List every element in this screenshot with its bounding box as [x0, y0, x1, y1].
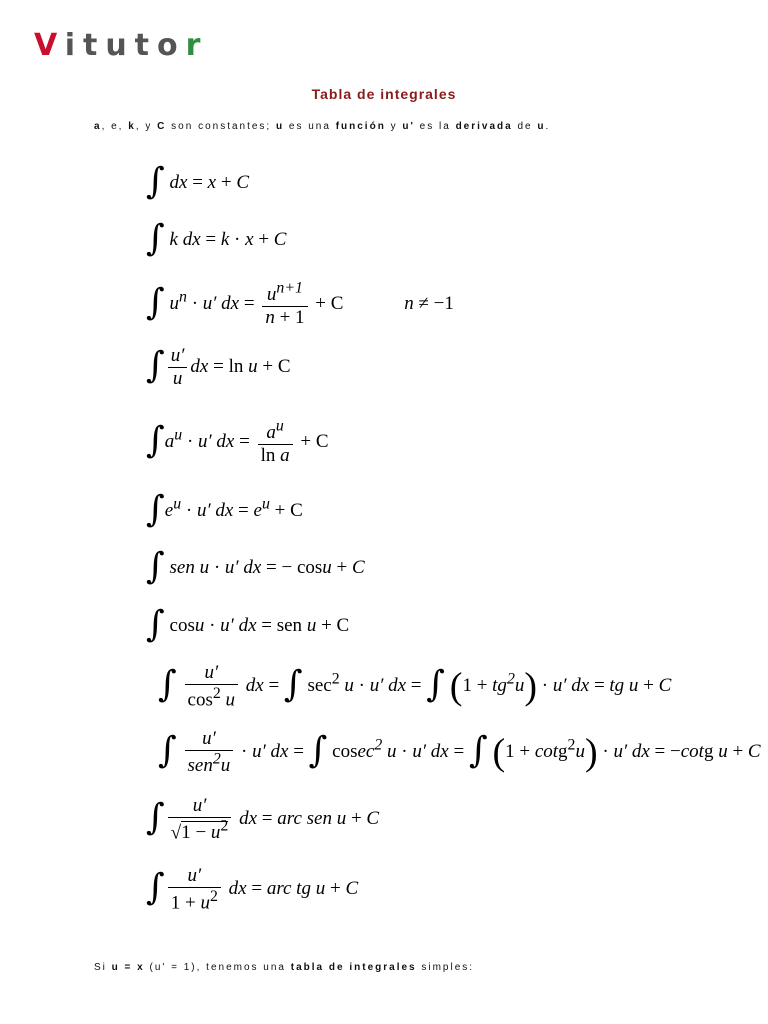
logo-text: Vitutor — [34, 28, 209, 63]
intro-part: función — [335, 121, 386, 132]
formula-cosec2: ∫ $\frac{u'}{sen^2u}$ · u′ dx = ∫ cosec$^2$ u · u′ dx = ∫ (1 + cotg$^2$u) · u′ dx = −cotg u + C — [158, 728, 761, 777]
formula-exp-a: $\int a^u \cdot u'$ dx = $\frac{a^u}{\text{ln a}}$ + C — [146, 418, 329, 467]
formula-k-dx: ∫ k dx = k · x + C — [146, 218, 287, 259]
intro-part: a — [94, 121, 102, 132]
intro-part: C — [157, 121, 167, 132]
intro-part: de — [512, 121, 538, 132]
formula-log: ∫ $\frac{u'}{u}$ dx = ln u + C — [146, 345, 291, 389]
page-title: Tabla de integrales — [311, 86, 457, 102]
formula-sin: ∫ sen u · u′ dx = − cosu + C — [146, 546, 365, 587]
formula-arctg: ∫ $\frac{u'}{1 + u^2}$ dx = arc tg u + C — [146, 865, 359, 914]
intro-part: u' — [402, 121, 415, 132]
formula-power: ∫ $u^n \cdot u'$ dx = $\frac{u^{n+1}}{n + 1}$ + C n ≠ −1 — [146, 280, 454, 329]
intro-part: y — [385, 121, 403, 132]
intro-part: es la — [414, 121, 456, 132]
footer-text — [94, 962, 474, 973]
intro-text — [94, 121, 550, 132]
intro-part: u — [276, 121, 285, 132]
vitutor-logo[interactable] — [34, 28, 208, 68]
intro-part: . — [545, 121, 551, 132]
formula-sec2: ∫ $\frac{u'}{\cos^2 u}$ dx = ∫ $\sec^2 u \cdot u'$ dx = ∫ $(1 + tg^2u) \cdot u'$ dx = tg u + C — [158, 662, 672, 711]
formula-cos: ∫ cosu · u′ dx = sen u + C — [146, 604, 350, 645]
intro-part: es una — [284, 121, 336, 132]
intro-part: derivada — [455, 121, 513, 132]
footer-part: (u' = 1), tenemos una — [144, 962, 291, 973]
intro-part: k — [128, 121, 136, 132]
formula-exp-e: $\int e^u \cdot u'$ dx = $e^u + C$ — [146, 489, 303, 530]
intro-part: , e, — [101, 121, 129, 132]
intro-part: , y — [135, 121, 158, 132]
footer-part: simples: — [416, 962, 475, 973]
intro-part: u — [537, 121, 546, 132]
formula-arcsen: ∫ $\frac{u'}{√1 - u^2}$ dx = arc sen u + C — [146, 795, 380, 844]
intro-part: son constantes; — [166, 121, 276, 132]
formula-dx: ∫ dx = x + C — [146, 161, 250, 202]
footer-part: u = x — [111, 962, 145, 973]
footer-part: Si — [94, 962, 112, 973]
footer-part: tabla de integrales — [290, 962, 417, 973]
